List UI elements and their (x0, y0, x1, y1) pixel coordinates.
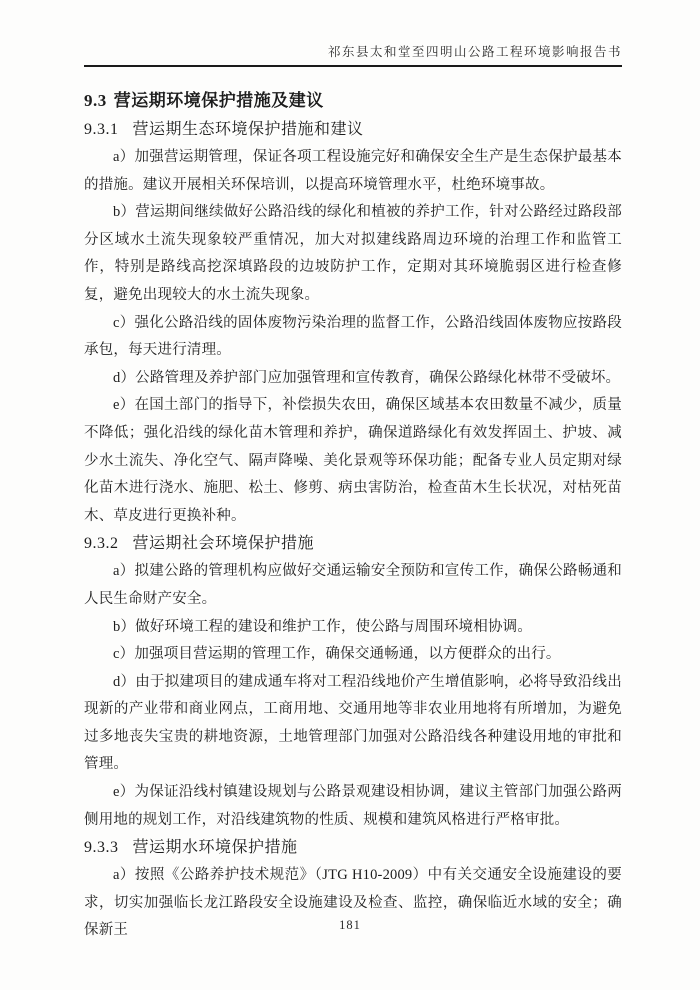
paragraph-9-3-2-e: e）为保证沿线村镇建设规划与公路景观建设相协调，建议主管部门加强公路两侧用地的规划工作，对沿线建筑物的性质、规模和建筑风格进行严格审批。 (84, 784, 622, 828)
paragraph-9-3-3-a: a）按照《公路养护技术规范》（JTG H10-2009）中有关交通安全设施建设的要求，切实加强临长龙江路段安全设施建设及检查、监控，确保临近水域的安全；确保新王 (84, 867, 622, 939)
paragraph-9-3-2-b: b）做好环境工程的建设和维护工作，使公路与周围环境相协调。 (113, 618, 533, 635)
section-number: 9.3.2 (84, 535, 119, 553)
section-title: 营运期水环境保护措施 (132, 839, 298, 857)
heading-9-3-1 (84, 116, 622, 144)
paragraph-9-3-2-c: c）加强项目营运期的管理工作，确保交通畅通，以方便群众的出行。 (113, 646, 561, 663)
page-number: 181 (339, 918, 361, 932)
section-number: 9.3 (84, 91, 107, 110)
heading-9-3 (84, 86, 622, 116)
heading-9-3-3 (84, 834, 622, 862)
document-content (84, 86, 622, 945)
paragraph-9-3-2-a: a）拟建公路的管理机构应做好交通运输安全预防和宣传工作，确保公路畅通和人民生命财产安全。 (84, 563, 622, 607)
section-number: 9.3.3 (84, 839, 119, 857)
section-title: 营运期生态环境保护措施和建议 (132, 121, 364, 138)
paragraph-9-3-1-b: b）营运期间继续做好公路沿线的绿化和植被的养护工作，针对公路经过路段部分区域水土流失现象较严重情况，加大对拟建线路周边环境的治理工作和监管工作，特别是路线高挖深填路段的边坡防护工作，定期对其环境脆弱区进行检查修复，避免出现较大的水土流失现象。 (84, 204, 622, 303)
page-header (84, 0, 622, 67)
header-title: 祁东县太和堂至四明山公路工程环境影响报告书 (327, 45, 622, 59)
paragraph-9-3-1-a: a）加强营运期管理，保证各项工程设施完好和确保安全生产是生态保护最基本的措施。建议开展相关环保培训，以提高环境管理水平，杜绝环境事故。 (84, 149, 622, 193)
paragraph-9-3-1-e: e）在国土部门的指导下，补偿损失农田，确保区域基本农田数量不减少，质量不降低；强化沿线的绿化苗木管理和养护，确保道路绿化有效发挥固土、护坡、减少水土流失、净化空气、隔声降噪、美化景观等环保功能；配备专业人员定期对绿化苗木进行浇水、施肥、松土、修剪、病虫害防治，检查苗木生长状况，对枯死苗木、草皮进行更换补种。 (84, 397, 622, 524)
section-title: 营运期社会环境保护措施 (132, 535, 315, 553)
paragraph-9-3-1-c: c）强化公路沿线的固体废物污染治理的监督工作，公路沿线固体废物应按路段承包，每天进行清理。 (84, 314, 622, 359)
section-title: 营运期环境保护措施及建议 (113, 91, 324, 110)
paragraph-9-3-1-d: d）公路管理及养护部门应加强管理和宣传教育，确保公路绿化林带不受破坏。 (113, 369, 621, 386)
paragraph-9-3-2-d: d）由于拟建项目的建成通车将对工程沿线地价产生增值影响，必将导致沿线出现新的产业带和商业网点，工商用地、交通用地等非农业用地将有所增加，为避免过多地丧失宝贵的耕地资源，土地管理部门加强对公路沿线各种建设用地的审批和管理。 (84, 673, 622, 773)
section-number: 9.3.1 (84, 121, 119, 138)
heading-9-3-2 (84, 530, 622, 558)
